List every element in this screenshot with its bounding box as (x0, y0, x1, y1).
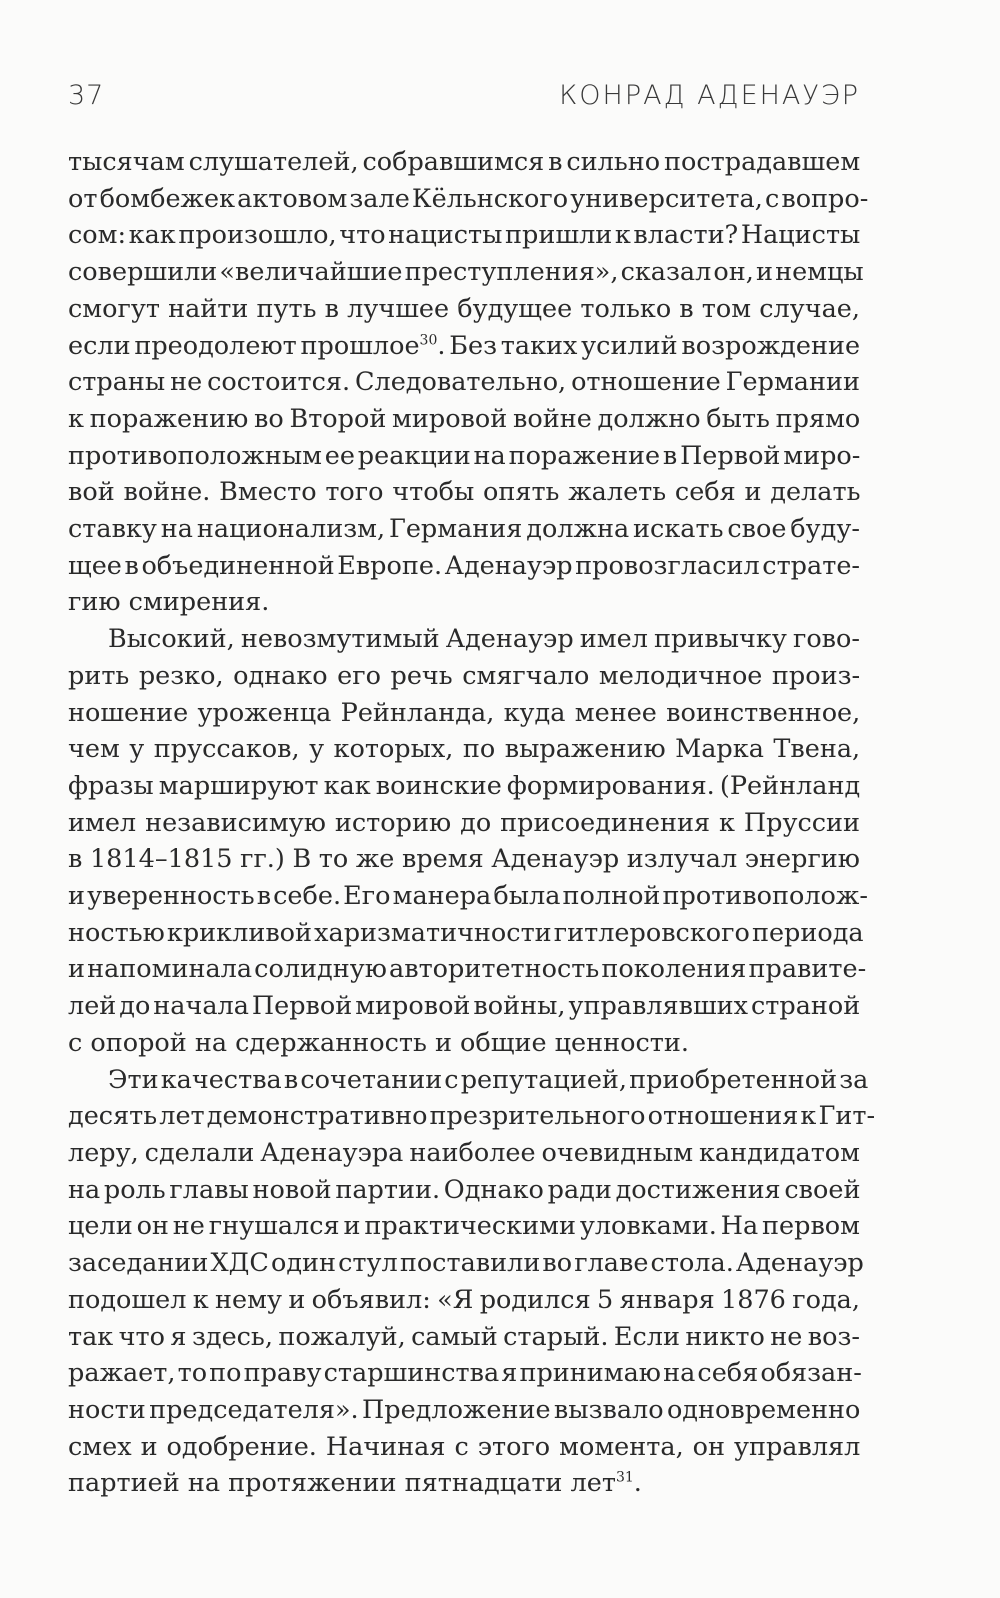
text-line: Эти качества в сочетании с репутацией, приобретенной за (108, 1064, 869, 1095)
text-line: Высокий, невозмутимый Аденауэр имел привычку гово- (108, 624, 860, 655)
paragraph-3 (68, 1062, 876, 1502)
text-line: ражает, то по праву старшинства я принимаю на себя обязан- (68, 1358, 862, 1389)
text-line: ностью крикливой харизматичности гитлеровского периода (68, 917, 864, 948)
footnote-ref-30[interactable]: 30 (419, 332, 438, 349)
text-line: смогут найти путь в лучшее будущее только в том случае, (68, 293, 860, 324)
text-line: фразы маршируют как воинские формирования. (Рейнланд (68, 770, 861, 801)
text-line: имел независимую историю до присоединения к Пруссии (68, 807, 860, 838)
page-number: 37 (68, 80, 105, 111)
text-fragment: если преодолеют прошлое (68, 330, 420, 361)
text-line: цели он не гнушался и практическими уловками. На первом (68, 1211, 860, 1242)
text-line: ставку на национализм, Германия должна искать свое буду- (68, 514, 860, 545)
paragraph-2 (68, 621, 868, 1061)
text-fragment: . Без таких усилий возрождение (437, 330, 861, 361)
text-line: так что я здесь, пожалуй, самый старый. Если никто не воз- (68, 1321, 860, 1352)
text-line: подошел к нему и объявил: «Я родился 5 января 1876 года, (68, 1284, 860, 1315)
text-line-with-footnote (68, 328, 860, 365)
text-line: гию смирения. (68, 587, 270, 618)
paragraph-1 (68, 144, 869, 621)
running-header (68, 80, 860, 124)
text-line: в 1814–1815 гг.) В то же время Аденауэр излучал энергию (68, 844, 860, 875)
text-line: тысячам слушателей, собравшимся в сильно пострадавшем (68, 147, 861, 177)
text-line: леру, сделали Аденауэра наиболее очевидным кандидатом (68, 1137, 860, 1168)
text-line: сом: как произошло, что нацисты пришли к власти? Нацисты (68, 220, 861, 251)
text-fragment: партией на протяжении пятнадцати лет (68, 1468, 616, 1499)
body-text (68, 144, 876, 1502)
text-line: ношение уроженца Рейнланда, куда менее воинственное, (68, 697, 861, 728)
text-line: от бомбежек актовом зале Кёльнского университета, с вопро- (68, 183, 869, 214)
text-line: с опорой на сдержанность и общие ценности. (68, 1027, 689, 1058)
text-line-with-footnote (68, 1465, 860, 1502)
text-line: страны не состоится. Следовательно, отношение Германии (68, 367, 860, 398)
text-line: противоположным ее реакции на поражение в Первой миро- (68, 440, 861, 471)
text-line: на роль главы новой партии. Однако ради достижения своей (68, 1174, 861, 1205)
text-line: совершили «величайшие преступления», сказал он, и немцы (68, 257, 864, 288)
text-line: ности председателя». Предложение вызвало одновременно (68, 1394, 861, 1425)
text-line: к поражению во Второй мировой войне должно быть прямо (68, 403, 861, 434)
text-line: заседании ХДС один стул поставили во главе стола. Аденауэр (68, 1248, 864, 1279)
text-line: смех и одобрение. Начиная с этого момента, он управлял (68, 1431, 861, 1462)
running-title: КОНРАД АДЕНАУЭР (559, 80, 860, 111)
text-line: рить резко, однако его речь смягчало мелодичное произ- (68, 660, 861, 691)
text-line: лей до начала Первой мировой войны, управлявших страной (68, 991, 861, 1022)
text-line: и напоминала солидную авторитетность поколения правите- (68, 954, 867, 985)
text-line: десять лет демонстративно презрительного отношения к Гит- (68, 1101, 876, 1132)
text-line: и уверенность в себе. Его манера была полной противополож- (68, 881, 868, 912)
text-line: вой войне. Вместо того чтобы опять жалеть себя и делать (68, 477, 861, 508)
text-fragment: . (633, 1468, 642, 1499)
text-line: щее в объединенной Европе. Аденауэр провозгласил страте- (68, 550, 861, 581)
text-line: чем у пруссаков, у которых, по выражению Марка Твена, (68, 734, 861, 765)
footnote-ref-31[interactable]: 31 (615, 1469, 634, 1486)
